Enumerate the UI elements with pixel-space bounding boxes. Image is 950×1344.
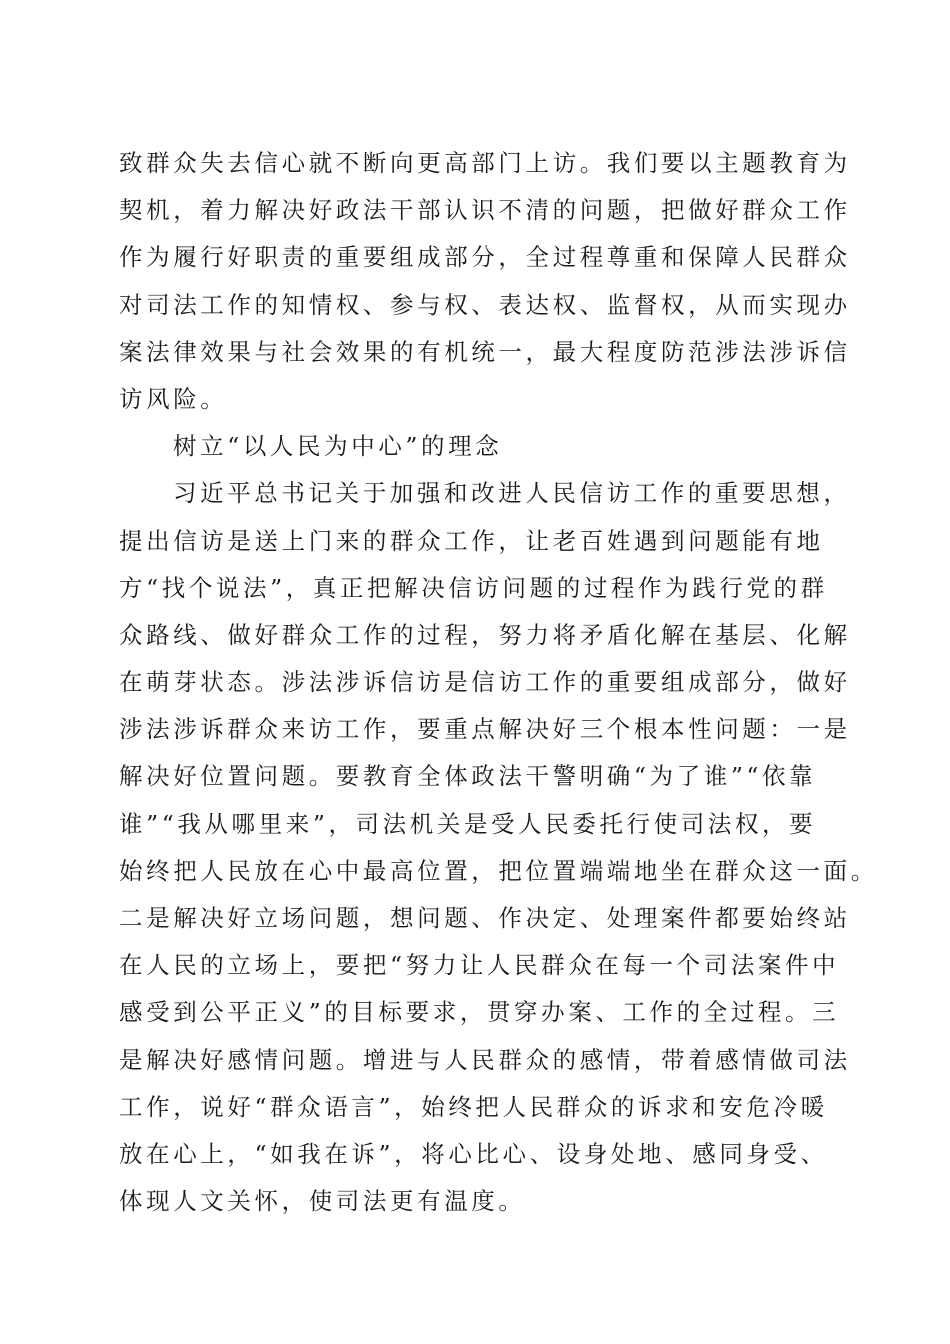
paragraph-line: 工作，说好“群众语言”，始终把人民群众的诉求和安危冷暖 <box>119 1092 828 1121</box>
paragraph-line: 放在心上，“如我在诉”，将心比心、设身处地、感同身受、 <box>119 1139 828 1168</box>
paragraph-line: 访风险。 <box>119 384 228 413</box>
paragraph-line: 谁”“我从哪里来”，司法机关是受人民委托行使司法权，要 <box>119 809 817 838</box>
paragraph-line: 案法律效果与社会效果的有机统一，最大程度防范涉法涉诉信 <box>119 337 851 366</box>
paragraph-line: 契机，着力解决好政法干部认识不清的问题，把做好群众工作 <box>119 196 851 225</box>
paragraph-line: 习近平总书记关于加强和改进人民信访工作的重要思想， <box>173 479 851 508</box>
paragraph-1 <box>119 140 849 423</box>
paragraph-line: 众路线、做好群众工作的过程，努力将矛盾化解在基层、化解 <box>119 620 851 649</box>
paragraph-line: 作为履行好职责的重要组成部分，全过程尊重和保障人民群众 <box>119 243 851 272</box>
paragraph-2 <box>119 470 878 1225</box>
paragraph-line: 在萌芽状态。涉法涉诉信访是信访工作的重要组成部分，做好 <box>119 668 851 697</box>
paragraph-line: 方“找个说法”，真正把解决信访问题的过程作为践行党的群 <box>119 573 828 602</box>
paragraph-line: 致群众失去信心就不断向更高部门上访。我们要以主题教育为 <box>119 149 851 177</box>
paragraph-line: 提出信访是送上门来的群众工作，让老百姓遇到问题能有地 <box>119 526 824 555</box>
paragraph-line: 体现人文关怀，使司法更有温度。 <box>119 1187 526 1216</box>
section-heading: 树立“以人民为中心”的理念 <box>173 432 503 461</box>
paragraph-line: 是解决好感情问题。增进与人民群众的感情，带着感情做司法 <box>119 1045 851 1074</box>
paragraph-line: 涉法涉诉群众来访工作，要重点解决好三个根本性问题：一是 <box>119 715 851 744</box>
paragraph-line: 感受到公平正义”的目标要求，贯穿办案、工作的全过程。三 <box>119 998 840 1027</box>
paragraph-line: 对司法工作的知情权、参与权、表达权、监督权，从而实现办 <box>119 290 851 319</box>
document-body <box>119 140 878 1225</box>
paragraph-line: 在人民的立场上，要把“努力让人民群众在每一个司法案件中 <box>119 951 840 980</box>
paragraph-line: 二是解决好立场问题，想问题、作决定、处理案件都要始终站 <box>119 904 851 932</box>
paragraph-line: 解决好位置问题。要教育全体政法干警明确“为了谁”“依靠 <box>119 762 817 791</box>
paragraph-line: 始终把人民放在心中最高位置，把位置端端地坐在群众这一面。 <box>119 856 878 885</box>
